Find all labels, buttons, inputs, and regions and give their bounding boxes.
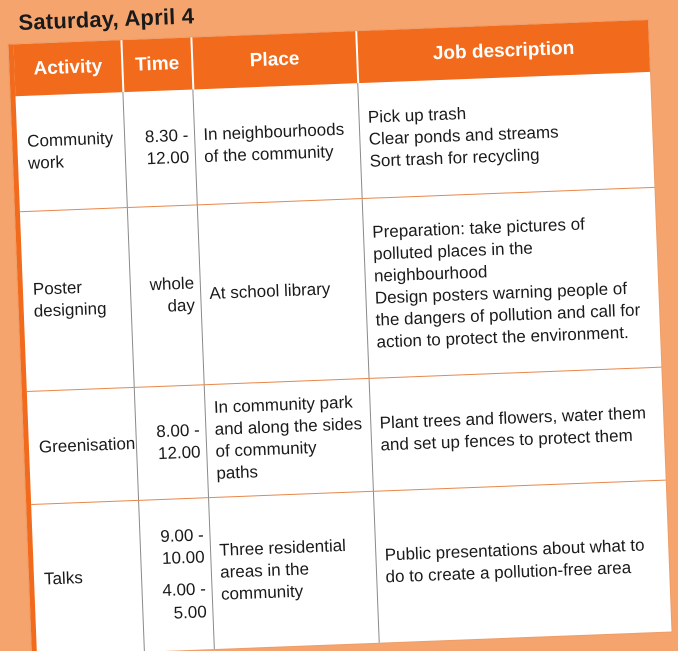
job-text: polluted places in the xyxy=(372,238,534,264)
place-text: In community park xyxy=(213,392,353,417)
job-description-cell xyxy=(363,187,662,378)
date-heading: Saturday, April 4 xyxy=(18,3,195,35)
time-cell xyxy=(128,205,205,387)
column-header-time: Time xyxy=(121,37,193,92)
job-text: neighbourhood xyxy=(373,262,488,286)
schedule-card xyxy=(8,20,671,651)
table-row xyxy=(20,187,661,391)
column-header-job-description: Job description xyxy=(356,20,650,83)
time-text: 12.00 xyxy=(157,442,201,463)
job-text: and set up fences to protect them xyxy=(380,425,634,455)
place-text: and along the sides xyxy=(214,413,363,439)
activity-text: Greenisation xyxy=(38,433,136,457)
time-cell xyxy=(123,89,197,207)
place-cell xyxy=(193,83,362,204)
time-cell xyxy=(135,384,209,500)
activity-cell xyxy=(27,387,139,504)
time-text: 8.00 - xyxy=(155,420,201,441)
job-text: Sort trash for recycling xyxy=(369,145,540,172)
place-text: At school library xyxy=(209,279,331,304)
place-text: In neighbourhoods xyxy=(203,119,345,145)
activity-cell xyxy=(20,207,135,391)
time-text: 4.00 - xyxy=(162,579,207,601)
place-cell xyxy=(209,491,380,649)
column-header-activity: Activity xyxy=(13,40,123,96)
place-text: Three residential xyxy=(218,536,347,561)
job-text: do to create a pollution-free area xyxy=(385,558,632,587)
time-text: 8.30 - xyxy=(144,125,189,147)
time-cell xyxy=(139,498,215,651)
activity-cell xyxy=(31,500,145,651)
activity-text: work xyxy=(27,152,65,174)
job-description-cell xyxy=(369,367,665,491)
time-text: 9.00 - xyxy=(159,525,205,547)
activity-text: Talks xyxy=(43,568,84,589)
time-text: 5.00 xyxy=(173,601,208,623)
place-text: areas in the xyxy=(219,559,310,583)
job-description-cell xyxy=(358,72,654,198)
schedule-table xyxy=(13,20,671,651)
job-text: Public presentations about what to xyxy=(384,535,645,565)
time-text: day xyxy=(167,295,196,316)
job-text: action to protect the environment. xyxy=(376,323,630,352)
place-text: paths xyxy=(216,462,259,483)
place-cell xyxy=(198,198,370,384)
time-text: 10.00 xyxy=(161,547,205,569)
job-description-cell xyxy=(374,480,672,643)
activity-text: designing xyxy=(33,299,107,321)
time-text: whole xyxy=(149,273,195,295)
activity-text: Community xyxy=(26,128,114,152)
place-cell xyxy=(204,378,373,497)
job-text: Clear ponds and streams xyxy=(368,122,559,150)
place-text: of the community xyxy=(203,142,334,167)
job-text: Preparation: take pictures of xyxy=(371,214,586,242)
activity-text: Poster xyxy=(32,277,83,299)
activity-cell xyxy=(15,92,127,211)
time-text: 12.00 xyxy=(146,148,190,169)
job-text: Pick up trash xyxy=(367,104,467,127)
job-text: the dangers of pollution and call for xyxy=(375,300,641,330)
job-text: Design posters warning people of xyxy=(374,279,628,308)
column-header-place: Place xyxy=(191,31,358,89)
place-text: community xyxy=(220,582,304,605)
table-row xyxy=(31,480,671,651)
place-text: of community xyxy=(215,437,317,461)
job-text: Plant trees and flowers, water them xyxy=(379,402,647,433)
